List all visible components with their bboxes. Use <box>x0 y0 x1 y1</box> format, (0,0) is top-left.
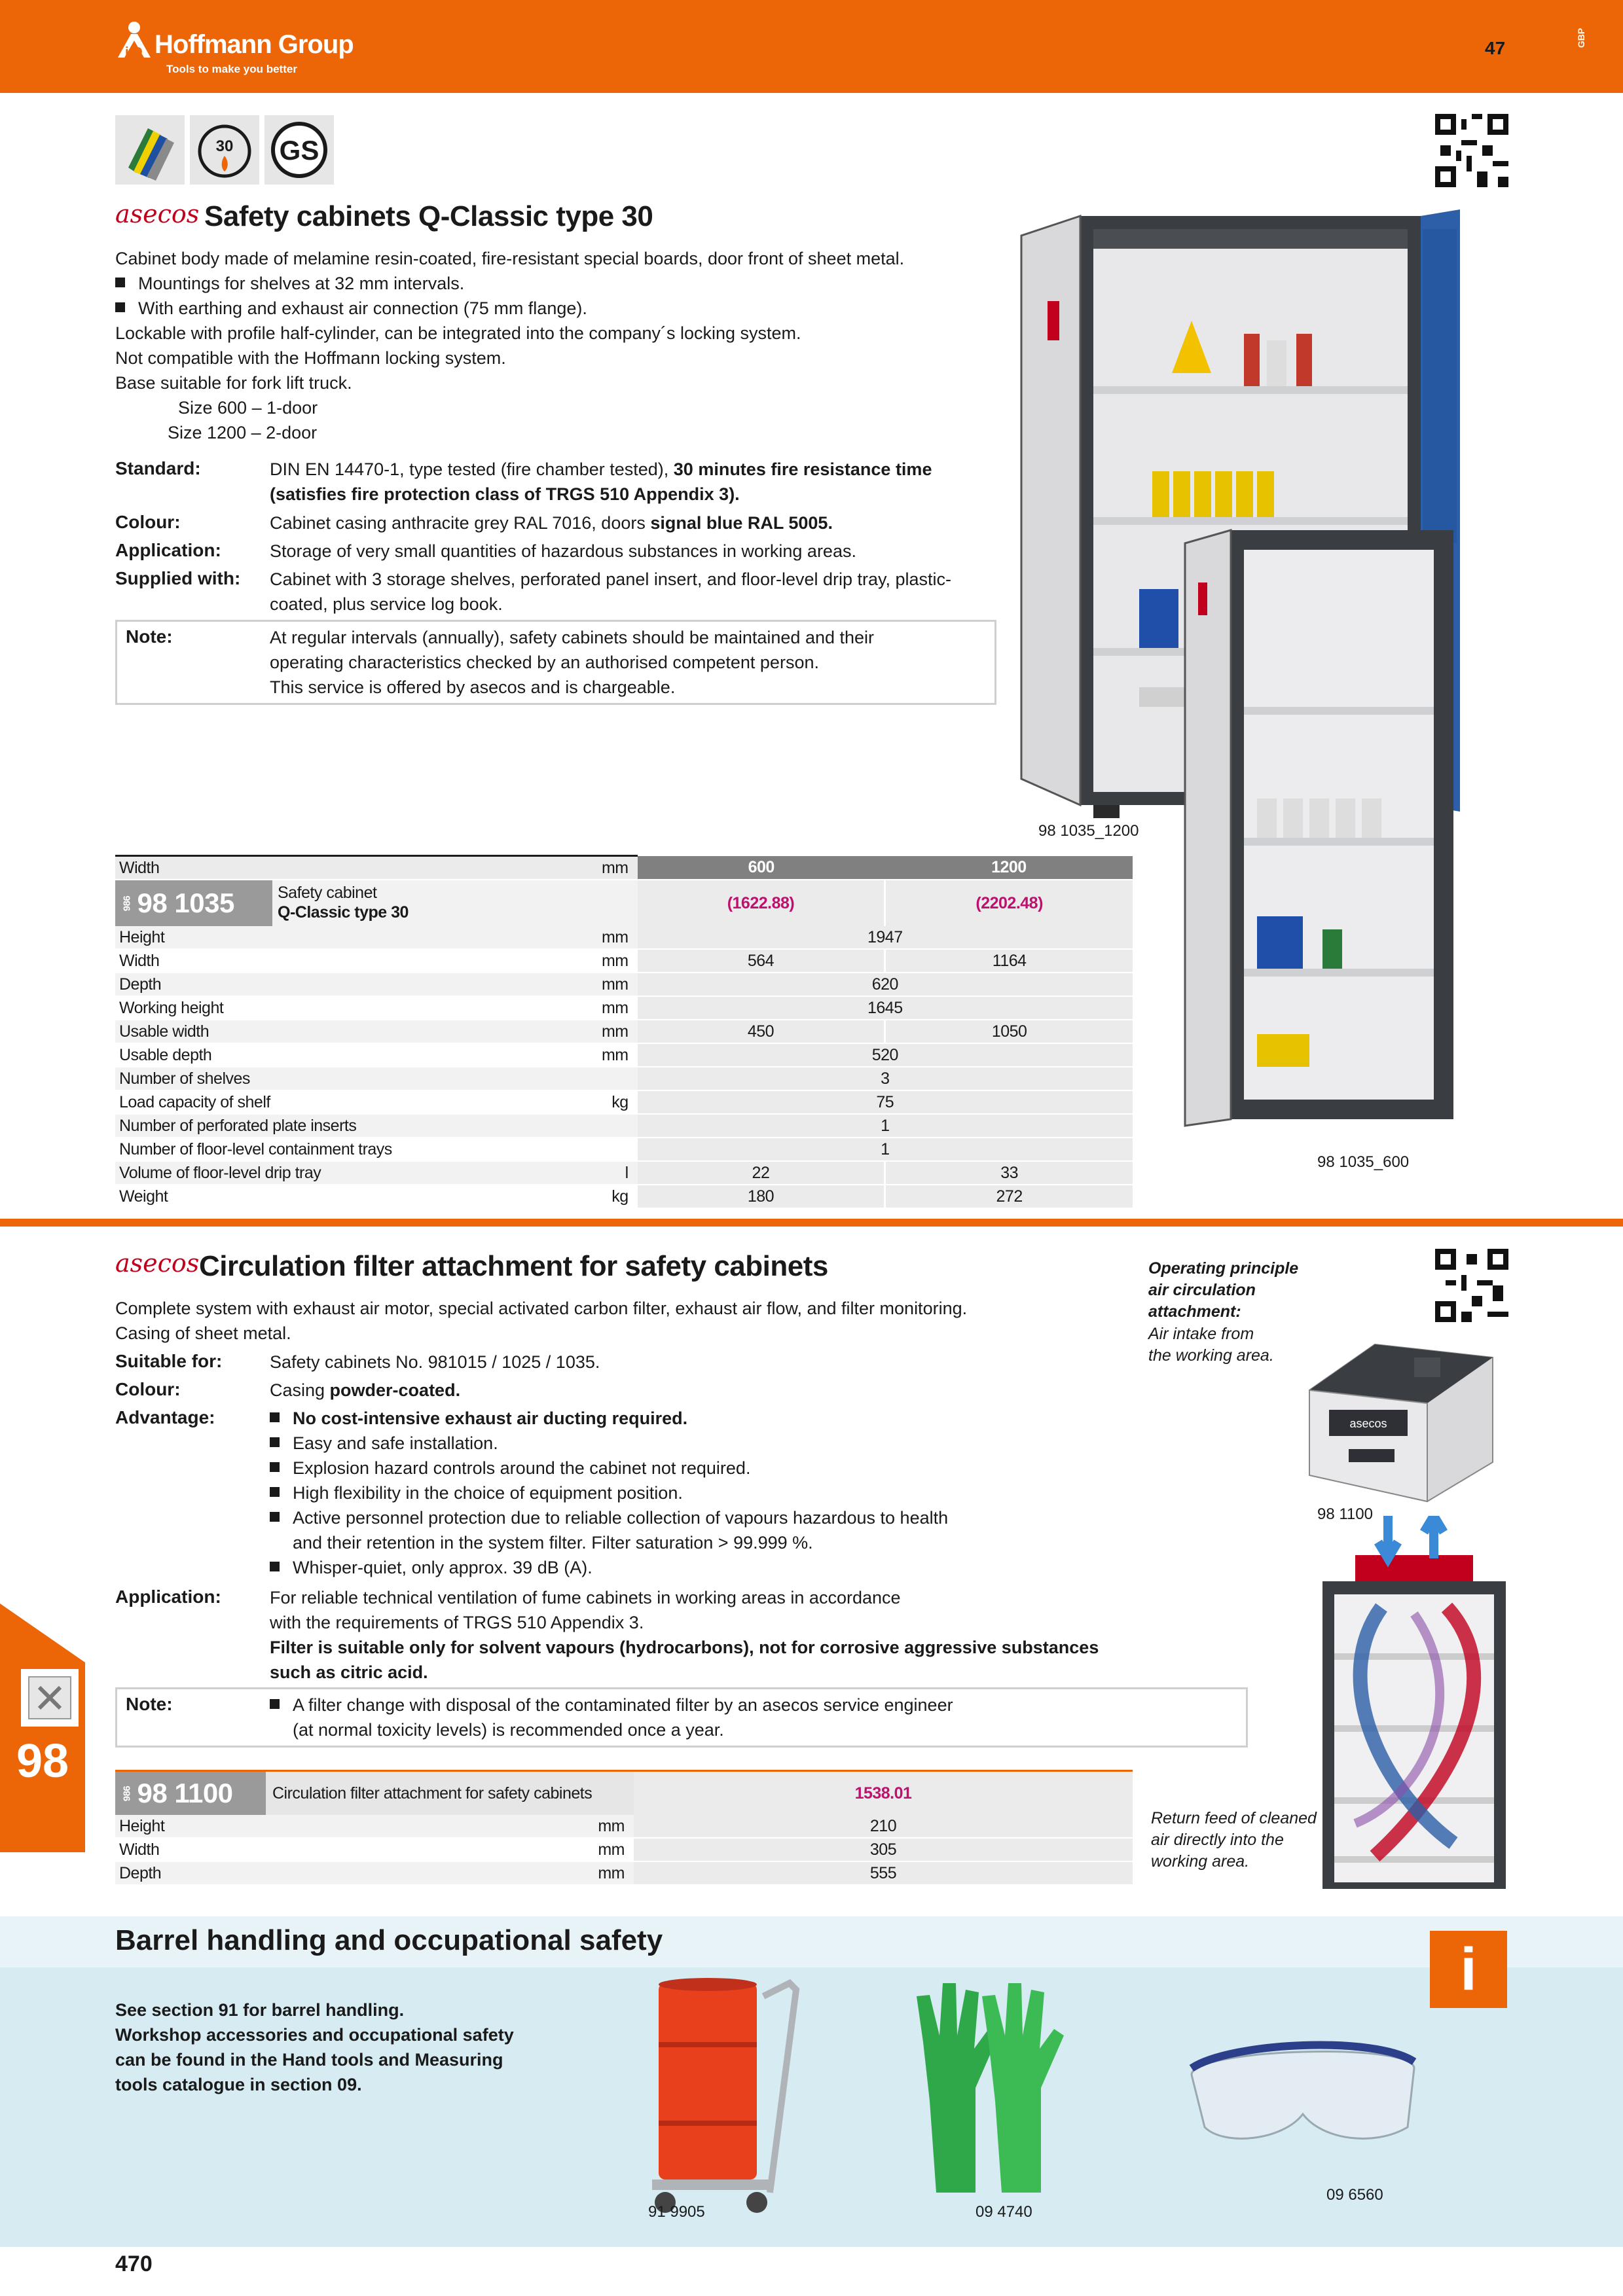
info-text <box>115 1998 574 2097</box>
safety-goggles-image <box>1178 2029 1427 2153</box>
spec-name: Number of perforated plate inserts <box>115 1114 585 1138</box>
page-number: 470 <box>115 2251 153 2276</box>
spec-unit: mm <box>585 996 638 1020</box>
spec-rows <box>115 926 1133 1208</box>
side-return-line: air directly into the <box>1151 1831 1284 1849</box>
info-line: can be found in the Hand tools and Measuring <box>115 2050 503 2070</box>
image-caption: 98 1035_600 <box>1317 1153 1410 1171</box>
width-header-unit: mm <box>585 856 638 880</box>
spec-value: 1 <box>638 1138 1133 1161</box>
filter-intro <box>115 1296 1137 1346</box>
gs-safety-mark-icon <box>264 115 334 185</box>
advantage-item: Easy and safe installation. <box>270 1431 1121 1456</box>
spec-value: 1645 <box>638 996 1133 1020</box>
note-label: Note: <box>126 626 173 647</box>
advantage-item: Whisper-quiet, only approx. 39 dB (A). <box>270 1555 1121 1580</box>
size-line: Size 600 – 1-door <box>178 398 318 418</box>
note-text <box>270 1693 1219 1742</box>
air-intake-text <box>1148 1323 1274 1367</box>
spec-name: Depth <box>115 973 585 996</box>
svg-text:i O: i O <box>125 45 143 60</box>
price-1200: (2202.48) <box>885 880 1133 926</box>
article-name: Circulation filter attachment for safety cabinets <box>266 1772 634 1815</box>
article-number-box <box>115 1772 266 1815</box>
article-cell <box>115 1771 634 1816</box>
spec-value: 555 <box>634 1861 1133 1885</box>
hoffmann-logo-icon <box>115 20 153 60</box>
fire-30-minutes-icon <box>190 115 259 185</box>
note-text <box>270 625 990 700</box>
standard-value: DIN EN 14470-1, type tested (fire chamber tested), <box>270 459 674 479</box>
table-row <box>115 1067 1133 1090</box>
image-caption: 91 9905 <box>648 2203 705 2221</box>
note-line: (at normal toxicity levels) is recommended once a year. <box>293 1720 724 1740</box>
article-prefix: 986 <box>121 1785 133 1801</box>
advantage-item: High flexibility in the choice of equipment position. <box>270 1480 1121 1505</box>
spec-name: Working height <box>115 996 585 1020</box>
spec-unit: mm <box>585 926 638 949</box>
spec-value: 75 <box>638 1090 1133 1114</box>
advantage-continuation: and their retention in the system filter. Filter saturation > 99.999 %. <box>293 1533 813 1552</box>
application-bold-line: such as citric acid. <box>270 1662 428 1682</box>
advantage-item: Active personnel protection due to reliable collection of vapours hazardous to health <box>270 1505 1121 1530</box>
spec-value: 1 <box>638 1114 1133 1138</box>
advantage-item: Explosion hazard controls around the cabinet not required. <box>270 1456 1121 1480</box>
application-label: Application: <box>115 540 221 560</box>
article-cell <box>115 880 638 926</box>
colour-text <box>270 511 990 535</box>
note-line: operating characteristics checked by an authorised competent person. <box>270 653 819 672</box>
spec-value: 210 <box>634 1815 1133 1838</box>
note-label: Note: <box>126 1694 173 1714</box>
side-title-line: Operating principle <box>1148 1259 1299 1278</box>
image-caption: 09 6560 <box>1326 2186 1383 2204</box>
spec-name: Usable depth <box>115 1043 585 1067</box>
side-intake-line: Air intake from <box>1148 1325 1254 1343</box>
spec-name: Width <box>115 1838 581 1861</box>
table-row <box>115 1185 1133 1208</box>
info-line: tools catalogue in section 09. <box>115 2075 362 2094</box>
table-row <box>115 1161 1133 1185</box>
svg-text:GS: GS <box>279 135 319 166</box>
spec-rows <box>115 1815 1133 1885</box>
table-row <box>115 1838 1133 1861</box>
colour-label: Colour: <box>115 512 181 532</box>
colour-label: Colour: <box>115 1379 181 1399</box>
region-code: GBP <box>1576 27 1587 48</box>
section-title: Safety cabinets Q-Classic type 30 <box>204 200 653 232</box>
image-caption: 98 1100 <box>1317 1505 1373 1523</box>
spec-unit <box>585 1067 638 1090</box>
application-text: Storage of very small quantities of hazardous substances in working areas. <box>270 541 856 561</box>
spec-value: 22 <box>638 1161 885 1185</box>
spec-name: Volume of floor-level drip tray <box>115 1161 585 1185</box>
spec-unit: mm <box>585 1020 638 1043</box>
spec-value: 520 <box>638 1043 1133 1067</box>
table-row <box>115 996 1133 1020</box>
spec-table-981100 <box>115 1770 1133 1886</box>
asecos-brand-logo: asecos <box>115 200 200 228</box>
spec-value: 180 <box>638 1185 885 1208</box>
info-icon: i <box>1430 1931 1507 2008</box>
spec-value: 33 <box>885 1161 1133 1185</box>
spec-unit <box>585 1114 638 1138</box>
spec-name: Weight <box>115 1185 585 1208</box>
article-prefix: 986 <box>121 895 133 911</box>
application-line: For reliable technical ventilation of fume cabinets in working areas in accordance <box>270 1588 901 1607</box>
spec-unit: mm <box>585 949 638 973</box>
svg-text:30: 30 <box>215 137 234 155</box>
side-return-line: working area. <box>1151 1852 1250 1871</box>
section-title: Circulation filter attachment for safety cabinets <box>199 1250 828 1282</box>
table-row <box>115 1861 1133 1885</box>
svg-text:asecos: asecos <box>1349 1417 1387 1430</box>
colour-value: Cabinet casing anthracite grey RAL 7016, doors <box>270 513 651 533</box>
image-caption: 09 4740 <box>976 2203 1032 2221</box>
brand-tagline: Tools to make you better <box>166 63 297 75</box>
side-return-line: Return feed of cleaned <box>1151 1809 1317 1827</box>
operating-principle-title <box>1148 1258 1298 1323</box>
table-row <box>115 1043 1133 1067</box>
article-number: 98 1035 <box>137 888 234 918</box>
spec-value: 1164 <box>885 949 1133 973</box>
spec-name: Height <box>115 1815 581 1838</box>
spec-name: Width <box>115 949 585 973</box>
price-600: (1622.88) <box>638 880 885 926</box>
info-line: See section 91 for barrel handling. <box>115 2000 405 2020</box>
article-row <box>115 1771 1133 1816</box>
size-column-header: 1200 <box>885 856 1133 880</box>
spec-value: 620 <box>638 973 1133 996</box>
price: 1538.01 <box>634 1771 1133 1816</box>
article-row <box>115 880 1133 926</box>
table-row <box>115 1815 1133 1838</box>
brand-name: Hoffmann Group <box>155 30 354 59</box>
standard-bold: 30 minutes fire resistance time (satisfies fire protection class of TRGS 510 Appendix 3). <box>270 459 932 504</box>
intro-line: Complete system with exhaust air motor, special activated carbon filter, exhaust air flow, and filter monitoring. <box>115 1299 968 1318</box>
spec-name: Height <box>115 926 585 949</box>
spec-name: Usable width <box>115 1020 585 1043</box>
advantage-label: Advantage: <box>115 1407 215 1427</box>
spec-name: Load capacity of shelf <box>115 1090 585 1114</box>
spec-unit: kg <box>585 1185 638 1208</box>
section-divider <box>0 1219 1623 1227</box>
spec-value: 272 <box>885 1185 1133 1208</box>
text-line: Base suitable for fork lift truck. <box>115 373 352 393</box>
table-row <box>115 1090 1133 1114</box>
spec-name: Depth <box>115 1861 581 1885</box>
spec-name: Number of shelves <box>115 1067 585 1090</box>
size-column-header: 600 <box>638 856 885 880</box>
colour-text <box>270 1378 460 1403</box>
size-line: Size 1200 – 2-door <box>168 423 318 442</box>
article-number: 98 1100 <box>137 1778 233 1808</box>
note-line: A filter change with disposal of the contaminated filter by an asecos service engineer <box>270 1693 1219 1717</box>
spec-unit: mm <box>581 1815 634 1838</box>
spec-unit: mm <box>585 1043 638 1067</box>
side-intake-line: the working area. <box>1148 1346 1274 1365</box>
colour-bold: signal blue RAL 5005. <box>650 513 833 533</box>
filter-unit-image <box>1296 1331 1499 1508</box>
width-header-label: Width <box>115 856 585 880</box>
qr-code-icon[interactable] <box>1435 114 1508 187</box>
table-row <box>115 1114 1133 1138</box>
article-number-box <box>115 880 272 926</box>
supplied-label: Supplied with: <box>115 568 241 588</box>
air-circulation-diagram <box>1316 1516 1512 1889</box>
colour-bold: powder-coated. <box>329 1380 461 1400</box>
supplied-text: Cabinet with 3 storage shelves, perforated panel insert, and floor-level drip tray, plastic-coated, plus service log book. <box>270 569 952 614</box>
table-row <box>115 949 1133 973</box>
article-name-line: Safety cabinet <box>278 884 377 902</box>
info-band-title: Barrel handling and occupational safety <box>115 1924 663 1956</box>
bullet-item: With earthing and exhaust air connection (75 mm flange). <box>115 296 993 321</box>
colour-swatch-icon <box>115 115 185 185</box>
application-text <box>270 1585 1147 1685</box>
section-number: 98 <box>16 1735 69 1787</box>
spec-value: 564 <box>638 949 885 973</box>
spec-unit: l <box>585 1161 638 1185</box>
note-line: This service is offered by asecos and is chargeable. <box>270 677 676 697</box>
table-row <box>115 856 1133 880</box>
text-line: Not compatible with the Hoffmann locking system. <box>115 348 506 368</box>
standard-label: Standard: <box>115 458 201 478</box>
spec-unit: mm <box>581 1861 634 1885</box>
spec-name: Number of floor-level containment trays <box>115 1138 585 1161</box>
suitable-text: Safety cabinets No. 981015 / 1025 / 1035. <box>270 1352 600 1372</box>
spec-value: 305 <box>634 1838 1133 1861</box>
text-line: Lockable with profile half-cylinder, can be integrated into the company´s locking system. <box>115 323 801 343</box>
standard-text <box>270 457 990 507</box>
spec-unit <box>585 1138 638 1161</box>
note-line: At regular intervals (annually), safety cabinets should be maintained and their <box>270 628 875 647</box>
spec-value: 450 <box>638 1020 885 1043</box>
table-row <box>115 1138 1133 1161</box>
cabinet-600-image <box>1185 530 1453 1126</box>
page-number-top: 47 <box>1485 38 1506 58</box>
section-icon <box>18 1666 81 1729</box>
table-row <box>115 973 1133 996</box>
side-title-line: air circulation <box>1148 1281 1256 1299</box>
table-row <box>115 926 1133 949</box>
article-name <box>272 880 638 926</box>
asecos-brand-logo: asecos <box>115 1249 200 1278</box>
product-description <box>115 246 993 445</box>
application-bold-line: Filter is suitable only for solvent vapours (hydrocarbons), not for corrosive aggressive substances <box>270 1638 1099 1657</box>
spec-unit: mm <box>581 1838 634 1861</box>
suitable-label: Suitable for: <box>115 1351 223 1371</box>
spec-value: 1050 <box>885 1020 1133 1043</box>
spec-table-981035 <box>115 855 1133 1209</box>
spec-value: 3 <box>638 1067 1133 1090</box>
advantage-list <box>270 1406 1121 1580</box>
intro-line: Casing of sheet metal. <box>115 1323 291 1343</box>
application-label: Application: <box>115 1587 221 1607</box>
table-row <box>115 1020 1133 1043</box>
protective-gloves-image <box>903 1970 1074 2206</box>
image-caption: 98 1035_1200 <box>1038 822 1139 840</box>
spec-value: 1947 <box>638 926 1133 949</box>
spec-unit: kg <box>585 1090 638 1114</box>
application-line: with the requirements of TRGS 510 Appendix 3. <box>270 1613 644 1632</box>
advantage-item: No cost-intensive exhaust air ducting required. <box>270 1406 1121 1431</box>
side-title-line: attachment: <box>1148 1302 1241 1321</box>
return-feed-text <box>1151 1808 1317 1873</box>
intro-line: Cabinet body made of melamine resin-coated, fire-resistant special boards, door front of sheet metal. <box>115 249 905 268</box>
bullet-item: Mountings for shelves at 32 mm intervals. <box>115 271 993 296</box>
barrel-trolley-image <box>646 1977 816 2219</box>
spec-unit: mm <box>585 973 638 996</box>
colour-value: Casing <box>270 1380 330 1400</box>
qr-code-icon[interactable] <box>1435 1249 1508 1322</box>
article-name-line: Q-Classic type 30 <box>278 903 409 922</box>
info-line: Workshop accessories and occupational safety <box>115 2025 514 2045</box>
